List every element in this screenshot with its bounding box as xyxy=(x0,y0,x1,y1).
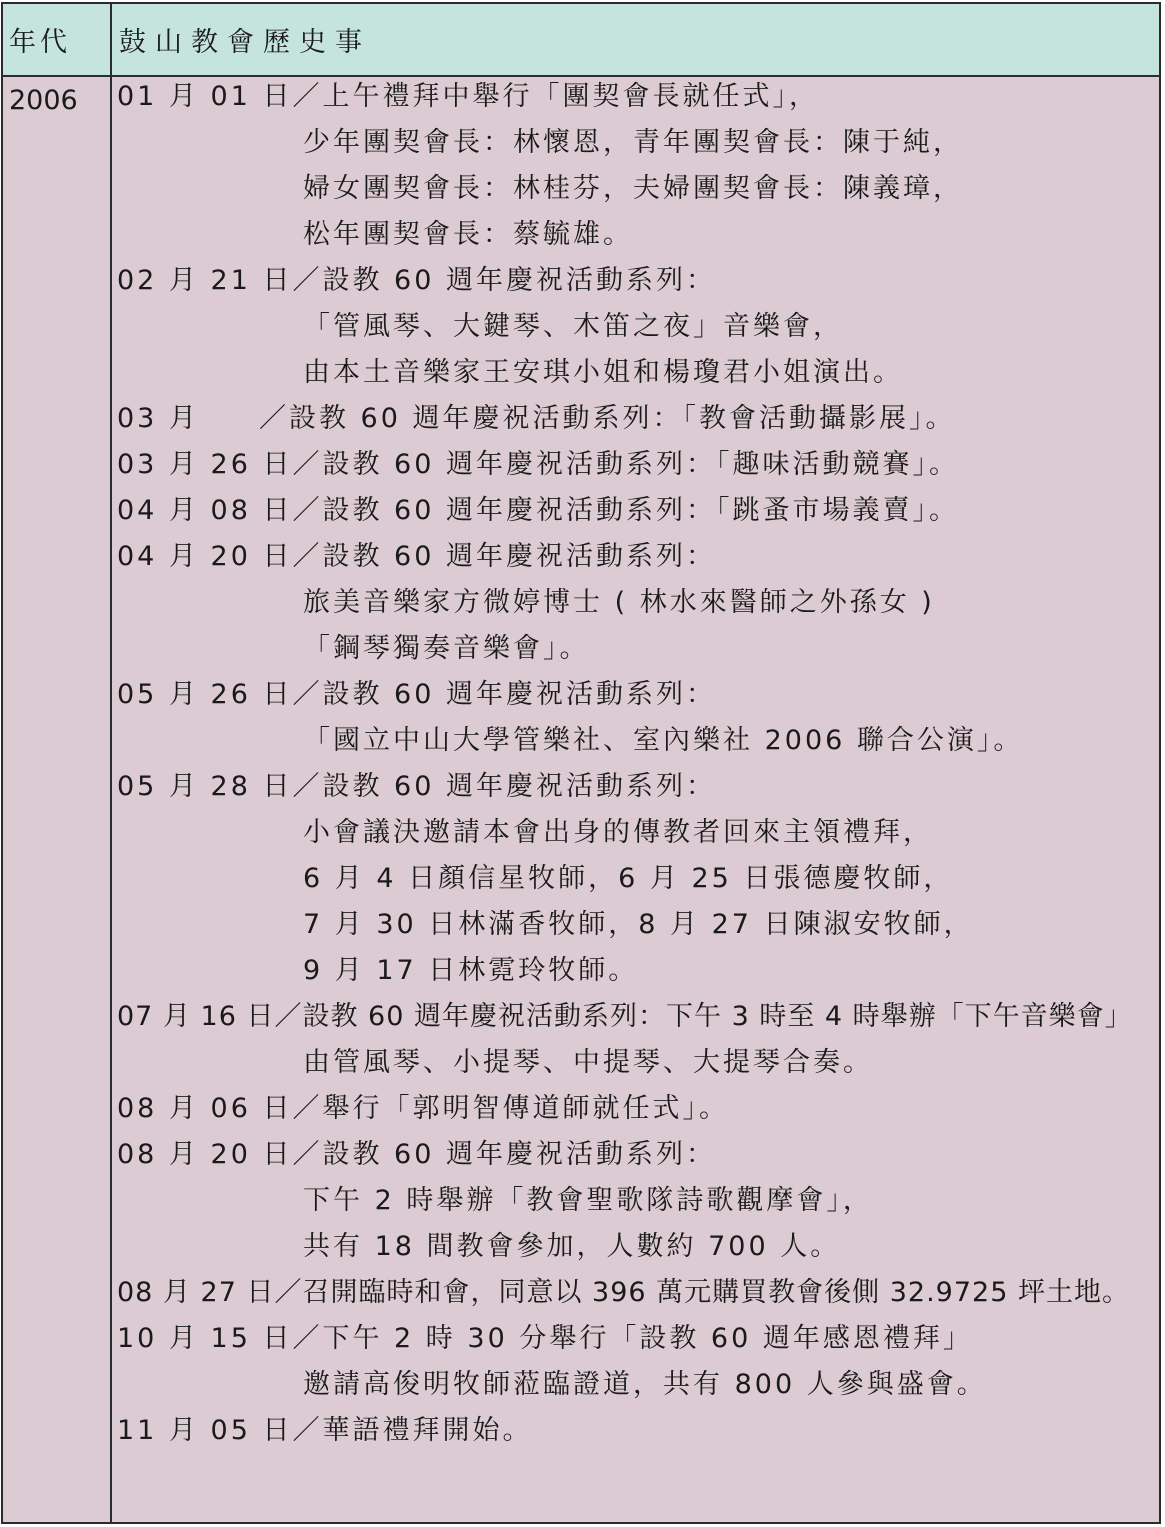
event-line: 由管風琴、小提琴、中提琴、大提琴合奏。 xyxy=(303,1047,873,1078)
event-line: 婦女團契會長：林桂芬，夫婦團契會長：陳義璋， xyxy=(303,173,963,204)
event-line: 少年團契會長：林懷恩，青年團契會長：陳于純， xyxy=(303,127,963,158)
event-line: 邀請高俊明牧師蒞臨證道，共有 800 人參與盛會。 xyxy=(303,1369,987,1400)
event-line: 08 月 20 日／設教 60 週年慶祝活動系列： xyxy=(117,1139,716,1170)
event-line: 共有 18 間教會參加，人數約 700 人。 xyxy=(303,1231,841,1262)
event-line: 松年團契會長：蔡毓雄。 xyxy=(303,219,633,250)
table-row xyxy=(3,77,1159,1522)
table-header xyxy=(3,4,1159,77)
event-line: 01 月 01 日／上午禮拜中舉行「團契會長就任式」， xyxy=(117,81,819,112)
event-line: 04 月 08 日／設教 60 週年慶祝活動系列：「跳蚤市場義賣」。 xyxy=(117,495,959,526)
event-line: 04 月 20 日／設教 60 週年慶祝活動系列： xyxy=(117,541,716,572)
year-cell: 2006 xyxy=(9,85,78,116)
column-divider xyxy=(110,4,112,1522)
event-line: 由本土音樂家王安琪小姐和楊瓊君小姐演出。 xyxy=(303,357,903,388)
event-line: 「鋼琴獨奏音樂會」。 xyxy=(303,633,590,664)
event-line: 小會議決邀請本會出身的傳教者回來主領禮拜， xyxy=(303,817,933,848)
history-table xyxy=(1,2,1161,1524)
event-line: 6 月 4 日顏信星牧師，6 月 25 日張德慶牧師， xyxy=(303,863,954,894)
event-line: 「管風琴、大鍵琴、木笛之夜」音樂會， xyxy=(303,311,843,342)
event-line: 07 月 16 日／設教 60 週年慶祝活動系列：下午 3 時至 4 時舉辦「下午音樂會」 xyxy=(117,1001,1133,1032)
event-line: 旅美音樂家方微婷博士 ( 林水來醫師之外孫女 ) xyxy=(303,587,935,618)
event-line: 「國立中山大學管樂社、室內樂社 2006 聯合公演」。 xyxy=(303,725,1024,756)
header-events: 鼓山教會歷史事 xyxy=(119,27,371,58)
header-year: 年代 xyxy=(9,27,71,58)
event-line: 02 月 21 日／設教 60 週年慶祝活動系列： xyxy=(117,265,716,296)
event-line: 03 月 ／設教 60 週年慶祝活動系列：「教會活動攝影展」。 xyxy=(117,403,956,434)
event-line: 08 月 06 日／舉行「郭明智傳道師就任式」。 xyxy=(117,1093,729,1124)
event-line: 05 月 28 日／設教 60 週年慶祝活動系列： xyxy=(117,771,716,802)
event-line: 05 月 26 日／設教 60 週年慶祝活動系列： xyxy=(117,679,716,710)
event-line: 10 月 15 日／下午 2 時 30 分舉行「設教 60 週年感恩禮拜」 xyxy=(117,1323,973,1354)
event-line: 11 月 05 日／華語禮拜開始。 xyxy=(117,1415,533,1446)
event-line: 下午 2 時舉辦「教會聖歌隊詩歌觀摩會」， xyxy=(303,1185,873,1216)
event-line: 08 月 27 日／召開臨時和會，同意以 396 萬元購買教會後側 32.9725 坪土地。 xyxy=(117,1277,1130,1308)
event-line: 03 月 26 日／設教 60 週年慶祝活動系列：「趣味活動競賽」。 xyxy=(117,449,959,480)
event-line: 7 月 30 日林滿香牧師，8 月 27 日陳淑安牧師， xyxy=(303,909,974,940)
event-line: 9 月 17 日林霓玲牧師。 xyxy=(303,955,639,986)
